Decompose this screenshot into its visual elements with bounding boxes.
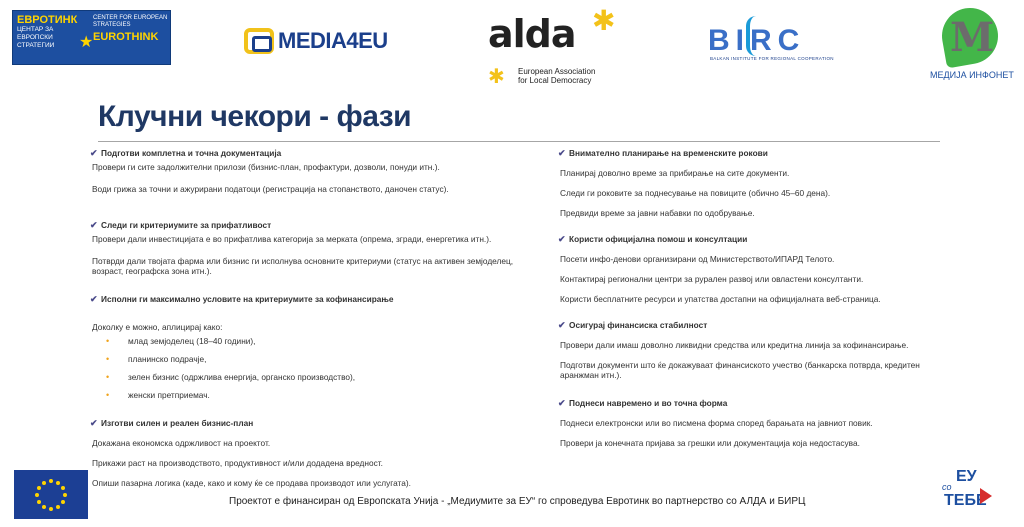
checkmark-icon: ✔ (90, 294, 98, 304)
alda-logo (488, 5, 618, 88)
list-item: Потврди дали твојата фарма или бизнис ги исполнува основните критериуми (статус на активен земјоделец, возраст, географска зона итн.). (92, 256, 514, 276)
alda-word: alda (488, 12, 576, 56)
list-item: Поднеси електронски или во писмена форма според барањата на јавниот повик. (560, 418, 873, 428)
infonet-logo (930, 8, 1014, 84)
list-item: Опиши пазарна логика (каде, како и кому ќе се продава производот или услугата). (92, 478, 411, 488)
checkmark-icon: ✔ (558, 398, 566, 408)
bullet-item: • планинско подрачје, (106, 354, 207, 364)
infonet-m-icon: M (950, 14, 995, 61)
section-heading: Внимателно планирање на временските рокови (569, 148, 768, 158)
birc-logo (708, 14, 864, 66)
checkmark-icon: ✔ (90, 148, 98, 158)
swirl-icon (746, 16, 766, 56)
bullet-icon: • (106, 372, 110, 382)
list-item: Прикажи раст на производството, продуктивност и/или додадена вредност. (92, 458, 383, 468)
checkmark-icon: ✔ (558, 148, 566, 158)
list-item: Предвиди време за јавни набавки по одобрување. (560, 208, 755, 218)
section-heading: Поднеси навремено и во точна форма (569, 398, 728, 408)
evrotink-right-big: EUROTHINK (93, 31, 159, 43)
media4eu-logo (244, 26, 424, 62)
checkmark-icon: ✔ (558, 320, 566, 330)
bullet-item: • зелен бизнис (одржлива енергија, органско производство), (106, 372, 356, 382)
list-item: Провери дали инвестицијата е во прифатлива категорија за мерката (опрема, згради, енергетика итн.). (92, 234, 492, 244)
list-item: Користи бесплатните ресурси и упатства достапни на официјалната веб-страница. (560, 294, 881, 304)
evrotink-title: ЕВРОТИНК (17, 14, 78, 26)
section-heading: Осигурај финансиска стабилност (569, 320, 708, 330)
bullet-icon: • (106, 336, 110, 346)
footer-funding-text: Проектот е финансиран од Европската Унија - „Медиумите за ЕУ“ го спроведува Евротинк во партнерство со АЛДА и БИРЦ (229, 496, 806, 507)
section-heading: Користи официјална помош и консултации (569, 234, 748, 244)
media4eu-mark-icon (244, 28, 274, 54)
eu-so-tebe-logo (940, 468, 996, 518)
section-business-plan (90, 418, 520, 488)
section-heading: Подготви комплетна и точна документација (101, 148, 282, 158)
sun-icon: ✱ (488, 66, 505, 88)
left-column (90, 148, 520, 488)
list-item: Планирај доволно време за прибирање на сите документи. (560, 168, 790, 178)
section-financial-stability (558, 320, 953, 398)
section-submit-on-time (558, 398, 953, 448)
intro-text: Доколку е можно, аплицирај како: (92, 322, 223, 332)
list-item: Провери дали имаш доволно ликвидни средства или кредитна линија за кофинансирање. (560, 340, 909, 350)
infonet-text: МЕДИЈА ИНФОНЕТ (930, 70, 1014, 80)
bullet-list (106, 336, 520, 408)
right-column (558, 148, 953, 448)
evrotink-logo (12, 10, 171, 65)
section-documentation (90, 148, 520, 220)
alda-tagline-1: European Association (518, 67, 596, 76)
list-item: Подготви документи што ќе докажуваат финансиското учество (банкарска потврда, кредитен аранжман итн.). (560, 360, 920, 380)
evrotink-subtitle: ЦЕНТАР ЗА ЕВРОПСКИ СТРАТЕГИИ (17, 26, 55, 49)
list-item: Посети инфо-денови организирани од Министерството/ИПАРД Телото. (560, 254, 835, 264)
eu-tebe-so: со (942, 482, 952, 492)
star-icon: ★ (79, 34, 94, 51)
eu-stars (14, 470, 88, 519)
page-title: Клучни чекори - фази (98, 100, 412, 133)
title-divider (98, 141, 940, 142)
section-deadlines (558, 148, 953, 234)
section-heading: Исполни ги максимално условите на критериумите за кофинансирање (101, 294, 394, 304)
sun-icon: ✱ (592, 5, 616, 36)
list-item: Следи ги роковите за поднесување на повиците (обично 45–60 дена). (560, 188, 831, 198)
section-official-help (558, 234, 953, 320)
bullet-item: • женски претприемач. (106, 390, 210, 400)
list-item: Докажана економска одржливост на проектот. (92, 438, 271, 448)
eu-tebe-eu: ЕУ (956, 468, 977, 485)
alda-tagline-2: for Local Democracy (518, 76, 592, 85)
bullet-icon: • (106, 354, 110, 364)
list-item: Провери ја конечната пријава за грешки или документација која недостасува. (560, 438, 860, 448)
birc-tagline: BALKAN INSTITUTE FOR REGIONAL COOPERATION (710, 56, 834, 61)
birc-word: BIRC (708, 24, 806, 57)
checkmark-icon: ✔ (90, 220, 98, 230)
list-item: Контактирај регионални центри за рурален развој или овластени консултанти. (560, 274, 864, 284)
list-item: Провери ги сите задолжителни прилози (бизнис-план, профактури, дозволи, понуди итн.). (92, 162, 440, 172)
checkmark-icon: ✔ (90, 418, 98, 428)
section-eligibility (90, 220, 520, 294)
list-item: Води грижа за точни и ажурирани податоци (регистрација на стопанството, даночен статус). (92, 184, 449, 194)
arrow-icon (980, 488, 992, 504)
bullet-icon: • (106, 390, 110, 400)
checkmark-icon: ✔ (558, 234, 566, 244)
eu-tebe-tebe: ТЕБЕ (944, 492, 987, 509)
eu-flag-icon (14, 470, 88, 519)
section-heading: Изготви силен и реален бизнис-план (101, 418, 254, 428)
bullet-item: • млад земјоделец (18–40 години), (106, 336, 256, 346)
media4eu-text: MEDIA4EU (278, 28, 388, 53)
section-heading: Следи ги критериумите за прифатливост (101, 220, 272, 230)
section-cofinancing (90, 294, 520, 418)
evrotink-right-small: CENTER FOR EUROPEAN STRATEGIES (93, 15, 168, 28)
